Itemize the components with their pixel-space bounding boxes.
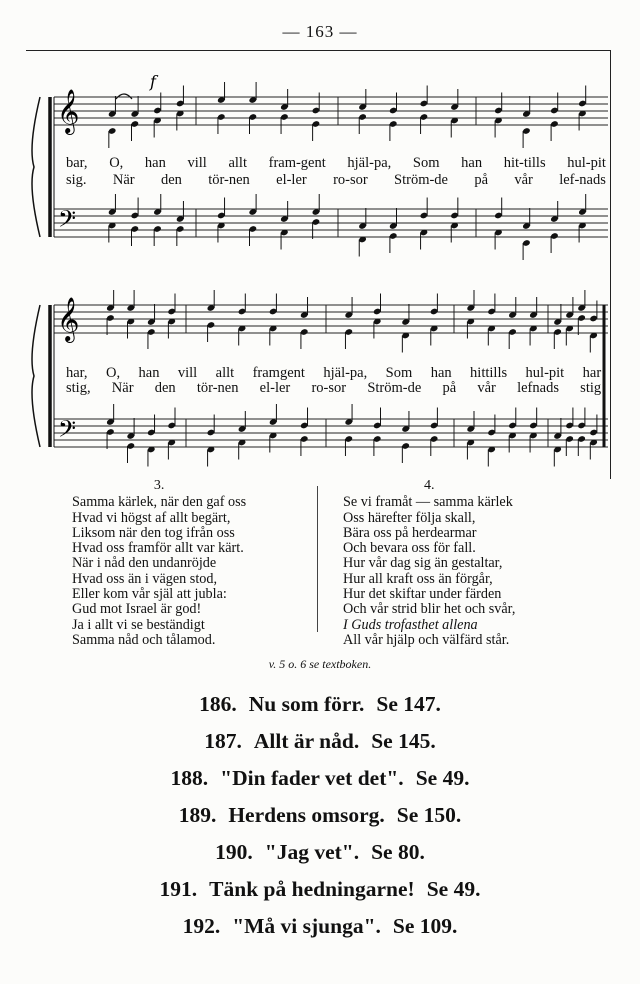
lyric-line-1 bbox=[66, 155, 606, 172]
hymn-title: Herdens omsorg. bbox=[228, 803, 385, 827]
verse-line: När i nåd den undanröjde bbox=[72, 555, 217, 572]
lyric-syllable: O, bbox=[105, 365, 121, 381]
lyric-syllable: Som bbox=[412, 155, 440, 171]
lyric-syllable: O, bbox=[109, 155, 124, 171]
lyric-syllable: har, bbox=[66, 365, 88, 381]
lyric-syllable: Som bbox=[385, 365, 413, 381]
verse-line: Och bevara oss för fall. bbox=[343, 540, 476, 557]
lyric-syllable: tör-nen bbox=[196, 380, 239, 396]
lyric-line-2 bbox=[66, 172, 606, 189]
lyric-syllable: hul-pit bbox=[525, 365, 565, 381]
lyric-syllable: el-ler bbox=[276, 172, 307, 188]
lyric-syllable: sig. bbox=[66, 172, 87, 188]
lyric-syllable: ro-sor bbox=[333, 172, 368, 188]
hymn-ref: Se 145. bbox=[371, 729, 436, 753]
lyric-syllable: allt bbox=[215, 365, 235, 381]
hymn-number: 191. bbox=[159, 877, 198, 901]
brace bbox=[32, 305, 40, 447]
treble-clef: 𝄞 bbox=[57, 89, 80, 133]
hymn-number: 192. bbox=[182, 914, 221, 938]
verse-line: Se vi framåt — samma kärlek bbox=[343, 494, 513, 511]
hymn-ref: Se 80. bbox=[371, 840, 425, 864]
verse-line: Eller kom vår själ att jubla: bbox=[72, 586, 227, 603]
lyric-syllable: lef-nads bbox=[559, 172, 606, 188]
hymn-title: Allt är nåd. bbox=[253, 729, 360, 753]
hymn-ref: Se 109. bbox=[392, 914, 458, 938]
verse-number: 3. bbox=[153, 478, 165, 493]
lyric-syllable: vår bbox=[514, 172, 533, 188]
lyric-syllable: han bbox=[461, 155, 483, 171]
verse-line: Samma kärlek, när den gaf oss bbox=[72, 494, 247, 511]
bass-clef: 𝄢 bbox=[58, 415, 77, 448]
hymn-entry bbox=[0, 871, 640, 908]
hymn-title: "Jag vet". bbox=[264, 840, 360, 864]
lyric-line-4 bbox=[66, 380, 606, 397]
hymn-title: Nu som förr. bbox=[248, 692, 365, 716]
hymn-entry bbox=[0, 723, 640, 760]
verse-line: Hur all kraft oss än förgår, bbox=[343, 570, 493, 587]
lyric-syllable: på bbox=[474, 172, 489, 188]
bass-clef: 𝄢 bbox=[58, 205, 77, 238]
lyric-syllable: vill bbox=[177, 365, 198, 381]
verse-4 bbox=[343, 478, 515, 648]
lyric-syllable: framgent bbox=[252, 365, 305, 381]
lyric-syllable: stig, bbox=[66, 380, 91, 396]
verse-line: Bära oss på herdearmar bbox=[343, 524, 477, 541]
hymn-number: 190. bbox=[215, 840, 253, 864]
lyric-syllable: el-ler bbox=[259, 380, 291, 396]
verse-line: All vår hjälp och välfärd står. bbox=[343, 631, 510, 648]
lyric-syllable: hit-tills bbox=[503, 155, 546, 171]
lyric-syllable: lefnads bbox=[517, 380, 559, 396]
hymn-title: "Må vi sjunga". bbox=[232, 914, 381, 938]
verse-line: Oss härefter följa skall, bbox=[343, 509, 476, 526]
verse-line: Hvad oss än i vägen stod, bbox=[72, 570, 218, 587]
verse-line: Hur det skiftar under färden bbox=[343, 586, 502, 603]
hymn-ref: Se 150. bbox=[396, 803, 462, 827]
hymn-entry bbox=[0, 797, 640, 834]
hymn-number: 188. bbox=[170, 766, 209, 790]
dynamic-marking: f bbox=[150, 72, 156, 91]
verse-line: Hur vår dag sig än gestaltar, bbox=[343, 555, 503, 572]
music-score bbox=[26, 50, 611, 479]
lyric-syllable: hul-pit bbox=[567, 155, 606, 171]
brace bbox=[32, 97, 40, 237]
lyric-syllable: han bbox=[138, 365, 160, 381]
hymn-number: 189. bbox=[178, 803, 217, 827]
verse-line: Liksom när den tog ifrån oss bbox=[72, 524, 235, 541]
lyric-syllable: vill bbox=[187, 155, 207, 171]
page-number: — 163 — bbox=[282, 22, 358, 41]
verse-line: Hvad vi högst af allt begärt, bbox=[72, 509, 231, 526]
hymn-reference-list bbox=[0, 686, 640, 945]
hymn-title: "Din fader vet det". bbox=[220, 766, 404, 790]
treble-clef: 𝄞 bbox=[57, 297, 80, 341]
verse-line: Hvad oss framför allt var kärt. bbox=[72, 540, 244, 557]
lyric-syllable: den bbox=[160, 172, 182, 188]
verse-line: Samma nåd och tålamod. bbox=[72, 631, 216, 648]
verse-line: Och vår strid blir het och svår, bbox=[343, 601, 516, 618]
verses-section bbox=[0, 478, 640, 668]
lyric-syllable: När bbox=[112, 172, 135, 188]
hymn-ref: Se 49. bbox=[415, 766, 470, 790]
lyric-syllable: har! bbox=[582, 365, 606, 381]
lyric-syllable: Ström-de bbox=[394, 172, 448, 188]
lyric-syllable: han bbox=[430, 365, 452, 381]
lyric-syllable: fram-gent bbox=[268, 155, 326, 171]
lyric-syllable: ro-sor bbox=[311, 380, 347, 396]
verse-line: Gud mot Israel är god! bbox=[72, 601, 202, 618]
hymn-number: 187. bbox=[204, 729, 242, 753]
lyric-syllable: på bbox=[442, 380, 457, 396]
lyric-syllable: tör-nen bbox=[208, 172, 250, 188]
hymn-entry bbox=[0, 908, 640, 945]
verse-line: Ja i allt vi se beständigt bbox=[72, 616, 205, 633]
hymn-number: 186. bbox=[199, 692, 237, 716]
hymn-ref: Se 147. bbox=[376, 692, 441, 716]
hymn-ref: Se 49. bbox=[426, 877, 481, 901]
verse-number: 4. bbox=[423, 478, 435, 493]
hymn-entry bbox=[0, 686, 640, 723]
lyric-syllable: vår bbox=[477, 380, 496, 396]
lyric-syllable: Ström-de bbox=[367, 380, 422, 396]
lyric-syllable: hittills bbox=[470, 365, 508, 381]
hymn-entry bbox=[0, 760, 640, 797]
verse-line: I Guds trofasthet allena bbox=[343, 616, 478, 633]
hymn-entry bbox=[0, 834, 640, 871]
hymn-title: Tänk på hedningarne! bbox=[209, 877, 415, 901]
lyric-syllable: hjäl-pa, bbox=[323, 365, 368, 381]
verse-divider bbox=[317, 486, 318, 632]
verse-3 bbox=[72, 478, 246, 648]
lyric-syllable: den bbox=[154, 380, 176, 396]
lyric-syllable: hjäl-pa, bbox=[347, 155, 392, 171]
lyric-syllable: han bbox=[144, 155, 166, 171]
lyric-syllable: stig! bbox=[580, 380, 606, 396]
lyric-syllable: När bbox=[111, 380, 134, 396]
lyric-syllable: bar, bbox=[66, 155, 88, 171]
textbook-note: v. 5 o. 6 se textboken. bbox=[268, 657, 372, 671]
lyric-syllable: allt bbox=[228, 155, 247, 171]
